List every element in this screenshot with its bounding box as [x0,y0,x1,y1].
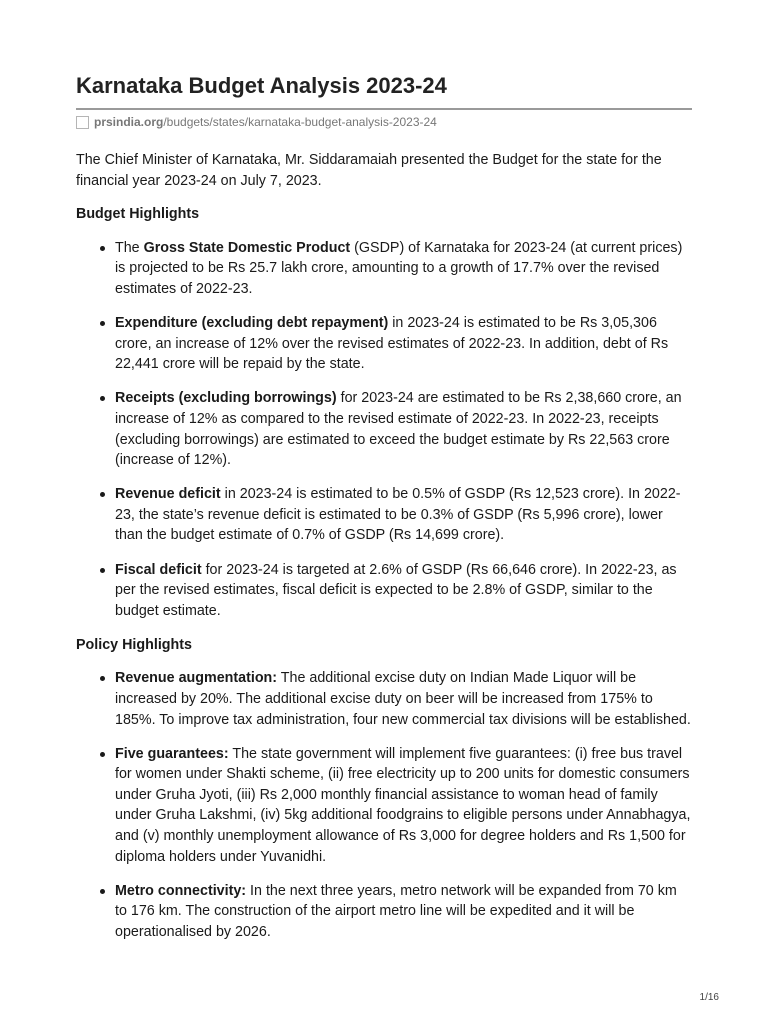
budget-highlights-heading: Budget Highlights [76,206,200,223]
page-title: Karnataka Budget Analysis 2023-24 [76,73,447,98]
list-item-text: in 2023-24 is estimated to be 0.5% of GSDP (Rs 12,523 crore). In 2022-23, the state’s revenue deficit is estimated to be 0.3% of GSDP (Rs 5,996 crore), lower than the budget estimate of 0.7% of GSDP (Rs 14,699 crore). [115,486,681,544]
list-item-term: Revenue augmentation: [115,670,278,687]
list-item-term: Expenditure (excluding debt repayment) [115,315,389,332]
list-item [76,744,692,868]
list-item-text: (GSDP) of Karnataka for 2023-24 (at current prices) is projected to be Rs 25.7 lakh crore, amounting to a growth of 17.7% over the revised estimates of 2022-23. [115,239,683,297]
list-item [76,484,692,546]
list-item [76,668,692,730]
list-item-term: Gross State Domestic Product [143,239,351,256]
list-item [76,388,692,470]
page-icon [76,116,89,129]
source-domain[interactable]: prsindia.org [94,115,164,129]
list-item-term: Revenue deficit [115,486,221,503]
bullet-icon [100,752,105,757]
list-item [76,313,692,375]
list-item-term: Five guarantees: [115,745,229,762]
bullet-icon [100,321,105,326]
source-url[interactable] [76,114,437,130]
bullet-icon [100,492,105,497]
bullet-icon [100,246,105,251]
document-body [76,150,692,956]
list-item [76,238,692,300]
budget-highlights-list [76,238,692,622]
list-item [76,560,692,622]
list-item-text: The state government will implement five guarantees: (i) free bus travel for women under Shakti scheme, (ii) free electricity up to 200 units for domestic consumers under Gruha Jyoti, (iii) Rs 2,000 monthly financial assistance to woman head of family under Gruha Lakshmi, (iv) 5kg additional foodgrains to eligible persons under Annabhagya, and (v) monthly unemployment allowance of Rs 3,000 for degree holders and Rs 1,500 for diploma holders under Yuvanidhi. [115,745,691,865]
list-item-term: Receipts (excluding borrowings) [115,390,337,407]
page-number: 1/16 [699,992,719,1003]
list-item-text: for 2023-24 is targeted at 2.6% of GSDP (Rs 66,646 crore). In 2022-23, as per the revised estimates, fiscal deficit is expected to be 2.8% of GSDP, similar to the budget estimate. [115,561,677,619]
policy-highlights-list [76,668,692,942]
title-divider [76,108,692,110]
list-item-prefix: The [115,239,144,256]
bullet-icon [100,676,105,681]
bullet-icon [100,889,105,894]
list-item [76,881,692,943]
source-path[interactable]: /budgets/states/karnataka-budget-analysis-2023-24 [163,115,437,129]
bullet-icon [100,568,105,573]
bullet-icon [100,396,105,401]
policy-highlights-heading: Policy Highlights [76,636,192,653]
list-item-text: The additional excise duty on Indian Made Liquor will be increased by 20%. The additional excise duty on beer will be increased from 175% to 185%. To improve tax administration, four new commercial tax divisions will be established. [115,670,691,728]
list-item-term: Metro connectivity: [115,882,247,899]
list-item-text: In the next three years, metro network will be expanded from 70 km to 176 km. The construction of the airport metro line will be expedited and it will be operationalised by 2026. [115,882,677,940]
intro-paragraph: The Chief Minister of Karnataka, Mr. Siddaramaiah presented the Budget for the state for the financial year 2023-24 on July 7, 2023. [76,152,662,189]
list-item-text: for 2023-24 are estimated to be Rs 2,38,660 crore, an increase of 12% as compared to the revised estimate of 2022-23. In 2022-23, receipts (excluding borrowings) are estimated to exceed the budget estimate by Rs 22,563 crore (increase of 12%). [115,390,682,469]
list-item-term: Fiscal deficit [115,561,202,578]
list-item-text: in 2023-24 is estimated to be Rs 3,05,306 crore, an increase of 12% over the revised estimates of 2022-23. In addition, debt of Rs 22,441 crore will be repaid by the state. [115,315,669,373]
